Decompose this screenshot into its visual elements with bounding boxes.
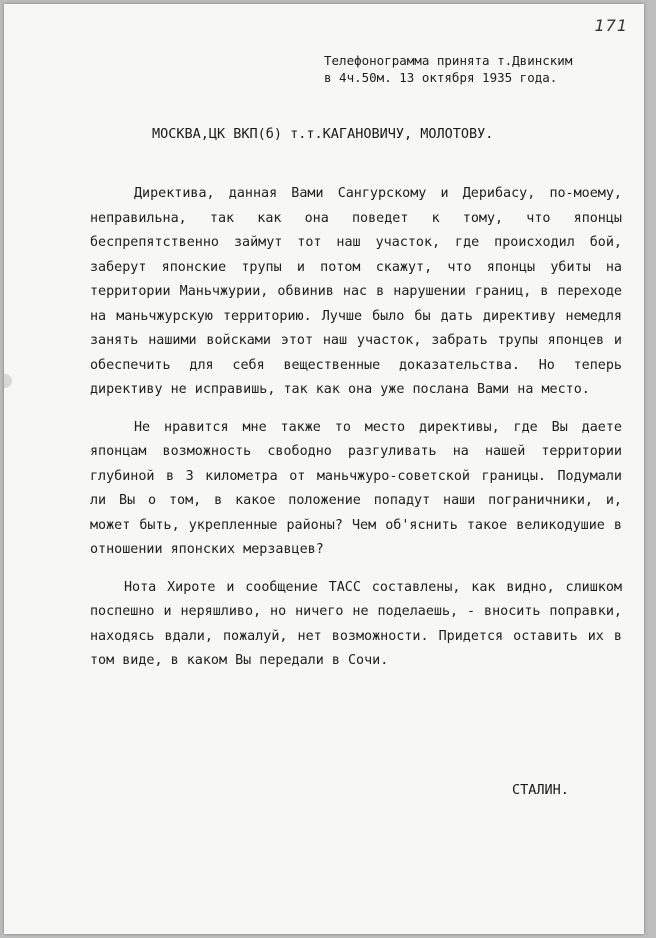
- letter-body: [90, 182, 622, 687]
- telephonogram-note-line-2: в 4ч.50м. 13 октября 1935 года.: [324, 70, 558, 85]
- punch-hole: [4, 374, 12, 388]
- paragraph-2: Не нравится мне также то место директивы, где Вы даете японцам возможность свободно разгуливать на нашей территории глубиной в 3 километра от маньчжуро-советской границы. Подумали ли Вы о том, в какое положение попадут наши пограничники, и, может быть, укрепленные районы? Чем об'яснить такое великодушие в отношении японских мерзавцев?: [90, 419, 622, 557]
- paragraph-1: Директива, данная Вами Сангурскому и Дерибасу, по-моему, неправильна, так как она поведет к тому, что японцы беспрепятственно займут тот наш участок, где происходил бой, заберут японские трупы и потом скажут, что японцы убиты на территории Маньчжурии, обвинив нас в нарушении границ, в переходе на маньчжурскую территорию. Лучше было бы дать директиву немедля занять нашими войсками этот наш участок, забрать трупы японцев и обеспечить для себя вещественные доказательства. Но теперь директиву не исправишь, так как она уже послана Вами на место.: [90, 186, 622, 397]
- telephonogram-note: [324, 52, 572, 86]
- addressee-line: МОСКВА,ЦК ВКП(б) т.т.КАГАНОВИЧУ, МОЛОТОВУ.: [152, 126, 494, 142]
- signature: СТАЛИН.: [512, 782, 569, 798]
- telephonogram-note-line-1: Телефонограмма принята т.Двинским: [324, 53, 573, 68]
- paragraph-3: Нота Хироте и сообщение ТАСС составлены, как видно, слишком поспешно и неряшливо, но ничего не поделаешь, - вносить поправки, находясь вдали, пожалуй, нет возможности. Придется оставить их в том виде, в каком Вы передали в Сочи.: [90, 579, 622, 668]
- document-page: [4, 4, 644, 934]
- archive-page-number: 171: [594, 16, 628, 35]
